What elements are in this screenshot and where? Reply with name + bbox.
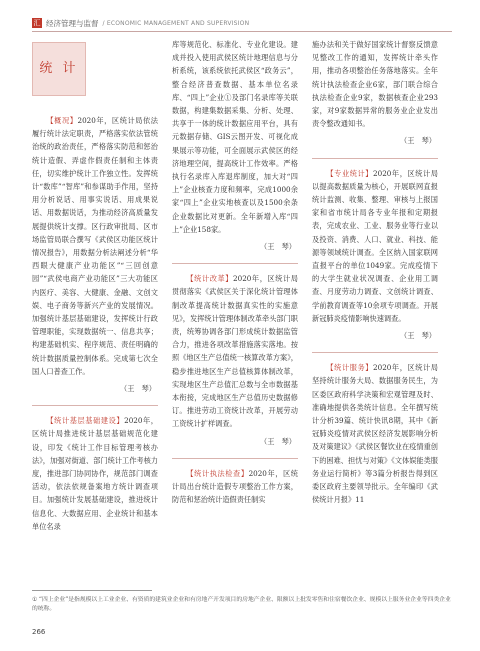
author-signature: （王 琴） [400, 331, 436, 341]
header-title-cn: 经济管理与监督 [46, 18, 99, 28]
column-2 [172, 38, 298, 507]
section-divider [172, 458, 298, 459]
heading-reform: 【统计改革】 [186, 274, 234, 284]
section-divider [32, 405, 158, 406]
paragraph-text: 2020年，区统计局出台统计造假专项整治工作方案，防范和惩治统计造假责任制实 [172, 468, 298, 505]
paragraph-text: 2020年，区统计局以提高数据质量为核心，开展联网直报统计监测、收集、整理、审核与上报国家和省市统计局各专业年报和定期报表，完成农业、工业、服务业等行业以及投资、消费、人口、就业、科技、能源等领域统计调查。全区纳入国家联网直报平台的单位1049家。完成疫情下的大学生就业状况调查、企业用工调查、月度劳动力调查、文创统计调查、学前教育调查等10余项专项调查。开展新冠肺炎疫情影响快速调查。 [312, 168, 438, 323]
heading-enforcement: 【统计执法检查】 [186, 468, 249, 478]
footnote: ① “四上企业”是指规模以上工业企业、有资质的建筑业企业和有房地产开发项目的房地产企业、限额以上批发零售和住宿餐饮企业、规模以上服务业企业等四类企业的统称。 [32, 597, 451, 612]
paragraph-overview [32, 114, 158, 378]
section-title-box [32, 42, 86, 96]
heading-professional: 【专业统计】 [326, 168, 374, 178]
header-title-en: / ECONOMIC MANAGEMENT AND SUPERVISION [102, 19, 250, 27]
section-divider [312, 158, 438, 159]
paragraph-continued: 施办法和关于做好国家统计督察反馈意见整改工作的通知，发挥统计牵头作用，推动各项整治任务落地落实。全年统计执法检查企业6家，部门联合综合执法检查企业9家，数据核查企业293家，对9家数据异常的服务业企业发出责令整改通知书。 [312, 40, 438, 129]
column-1 [32, 38, 158, 533]
paragraph-enforcement [172, 467, 298, 507]
footnote-divider [32, 590, 152, 591]
author-signature: （王 琴） [400, 136, 436, 146]
paragraph-service [312, 361, 438, 506]
author-signature: （王 琴） [260, 436, 296, 446]
paragraph-continued: 库等规范化、标准化、专业化建设。建成并投入使用武侯区统计地理信息与分析系统，该系统依托武侯区“政务云”，整合经济普查数据、基本单位名录库、“四上”企业①及部门名录库等关联数据，构建集数据采集、分析、处理、共享于一体的统计数据应用平台，具有元数据存储、GIS云图开发、可视化成果展示等功能，可全面展示武侯区的经济地理空间，提高统计工作效率。严格执行名录库入库退库制度，加大对“四上”企业核查力度和频率，完成1000余家“四上”企业实地核查以及1500余条企业数据比对更新。全年新增入库“四上”企业158家。 [172, 40, 298, 234]
section-divider [312, 352, 438, 353]
heading-grassroots: 【统计基层基础建设】 [46, 416, 125, 426]
running-header [32, 16, 452, 30]
author-signature: （王 琴） [120, 384, 156, 394]
paragraph-professional [312, 167, 438, 325]
column-3 [312, 38, 438, 507]
page-number: 266 [32, 628, 46, 636]
section-title: 统 计 [39, 61, 79, 77]
heading-overview: 【概况】 [46, 116, 78, 125]
paragraph-reform [172, 272, 298, 430]
author-signature: （王 琴） [260, 242, 296, 252]
header-divider [32, 31, 452, 32]
heading-service: 【统计服务】 [326, 363, 374, 373]
paragraph-grassroots [32, 414, 158, 533]
paragraph-text: 2020年，区统计局坚持统计服务大局、数据服务民生，为区委区政府科学决策和宏观管理及时、准确地提供各类统计信息。全年撰写统计分析39篇、统计快讯8期，其中《新冠肺炎疫情对武侯区经济发展影响分析及对策建议》《武侯区餐饮业在疫情重创下的困难、担忧与对策》《文体娱能类服务业运行简析》等3篇分析报告得到区委区政府主要领导批示。全年编印《武侯统计月报》11 [312, 363, 438, 505]
section-divider [172, 263, 298, 264]
paragraph-text: 2020年，区统计局贯彻落实《武侯区关于深化统计管理体制改革提高统计数据真实性的实施意见》，发挥统计管理体制改革牵头部门职责，统筹协调各部门形成统计数据监管合力，推进各项改革措施落实落地。按照《地区生产总值统一核算改革方案》，稳步推进地区生产总值核算体制改革，实现地区生产总值汇总数与全市数据基本衔接，完成地区生产总值历史数据修订。推进劳动工资统计改革，开展劳动工资统计扩样调查。 [172, 274, 298, 429]
section-logo-icon: 汇 [33, 19, 41, 27]
paragraph-text: 2020年，区统计局推进统计基层基础规范化建设，印发《统计工作目标管理考核办法》，加强对街道、部门统计工作考核力度，推进部门协同协作，规范部门调查活动，依法依规备案地方统计调查项目。加强统计发展基础建设，推进统计信息化、大数据应用、企业统计和基本单位名录 [32, 416, 158, 531]
paragraph-text: 2020年，区统计局依法履行统计法定职责，严格落实依法管统治统的政治责任，严格落实防范和惩治统计造假、弄虚作假责任制和主体责任，切实维护统计工作独立性。发挥统计“数库”“智库”和参谋助手作用，坚持用分析说话、用事实说话、用成果说话、用数据说话，为推动经济高质量发展提供统计支撑。区行政审批局、区市场监管局联合撰写《武侯区功能区统计情况报告》，用数据分析法阐述分析“华西眼大健康产业功能区”“三回创意园”“武侯电商产业功能区”三大功能区内医疗、美容、大健康、金融、文创文娱、电子商务等新兴产业的发展情况。加强统计基层基础建设，发挥统计行政管理职能，实现数据统一、信息共享；构建基础机实、程序规范、责任明确的统计数据质量控制体系。完成第七次全国人口普查工作。 [32, 116, 158, 376]
